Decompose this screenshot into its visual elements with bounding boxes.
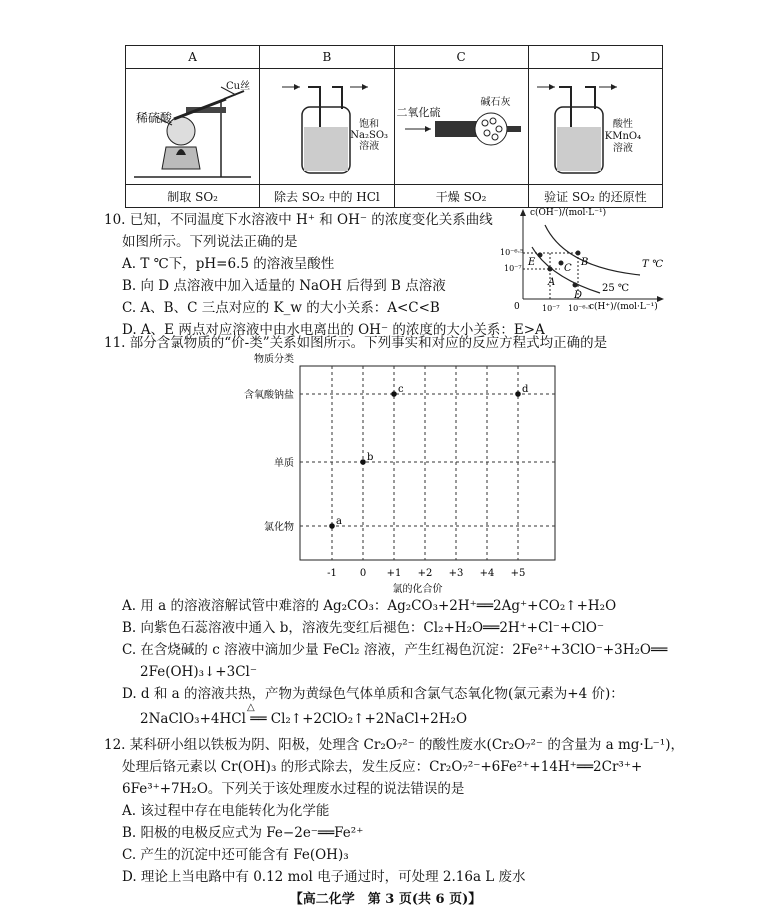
q11-option-d-equation: 2NaClO₃+4HCl ══ Cl₂↑+2ClO₂↑+2NaCl+2H₂O (140, 711, 468, 727)
caption-a: 制取 SO₂ (126, 185, 260, 208)
apparatus-c-cell (394, 69, 528, 185)
header-a: A (126, 46, 260, 69)
x-tick-2: 10⁻⁶·⁵ (568, 304, 592, 313)
q11-stem: 11. 部分含氯物质的“价-类”关系如图所示。下列事实和对应的反应方程式均正确的是 (104, 335, 608, 351)
apparatus-d-cell (528, 69, 662, 185)
soda-lime-label: 碱石灰 (480, 97, 511, 108)
q11-option-a: A. 用 a 的溶液溶解试管中难溶的 Ag₂CO₃：Ag₂CO₃+2H⁺══2Ag⁺+CO₂↑+H₂O (122, 598, 617, 614)
point-c (391, 391, 397, 397)
q12-line-3: 6Fe³⁺+7H₂O。下列关于该处理废水过程的说法错误的是 (122, 781, 465, 797)
point-a-label: A (548, 277, 556, 288)
curve-label-t: T ℃ (642, 259, 664, 270)
q10-option-a: A. T ℃下，pH=6.5 的溶液呈酸性 (122, 256, 335, 272)
x-tick-label: +3 (448, 568, 464, 579)
caption-d: 验证 SO₂ 的还原性 (528, 185, 662, 208)
caption-c: 干燥 SO₂ (394, 185, 528, 208)
cu-wire-label: Cu丝 (226, 81, 251, 92)
origin-label: 0 (514, 302, 520, 312)
point-b-label: B (581, 257, 589, 268)
y-tick-2: 10⁻⁷ (504, 264, 522, 273)
drying-tube-drawing (395, 69, 528, 181)
q10-option-b: B. 向 D 点溶液中加入适量的 NaOH 后得到 B 点溶液 (122, 278, 446, 294)
y-category-label: 氯化物 (264, 522, 294, 533)
point-c (559, 261, 564, 266)
heat-symbol: △ (247, 702, 255, 713)
b-solution-line2: Na₂SO₃ (350, 130, 389, 141)
y-category-label: 含氧酸钠盐 (244, 390, 294, 401)
x-tick-label: +5 (510, 568, 526, 579)
point-e-label: E (528, 257, 536, 268)
point-d-label: D (574, 290, 583, 301)
b-solution-line3: 溶液 (359, 141, 380, 152)
x-axis-title: 氯的化合价 (392, 584, 443, 595)
x-tick-label: +2 (417, 568, 433, 579)
q12-option-d: D. 理论上当电路中有 0.12 mol 电子通过时，可处理 2.16a L 废水 (122, 869, 526, 885)
q11-option-c: C. 在含烧碱的 c 溶液中滴加少量 FeCl₂ 溶液，产生红褐色沉淀：2Fe²⁺+3ClO⁻+3H₂O══ (122, 642, 668, 658)
apparatus-b-cell (260, 69, 394, 185)
y-axis-title: 物质分类 (254, 354, 294, 365)
point-b (576, 251, 581, 256)
point-label-c: c (398, 384, 404, 395)
q12-option-b: B. 阳极的电极反应式为 Fe−2e⁻══Fe²⁺ (122, 825, 364, 841)
acid-label: 稀硫酸 (136, 111, 173, 125)
x-tick-label: +4 (479, 568, 495, 579)
q12-option-c: C. 产生的沉淀中还可能含有 Fe(OH)₃ (122, 847, 349, 863)
q10-stem-2: 如图所示。下列说法正确的是 (122, 234, 298, 250)
caption-b: 除去 SO₂ 中的 HCl (260, 185, 394, 208)
x-tick-label: -1 (327, 568, 337, 579)
point-label-a: a (336, 516, 342, 527)
point-a (548, 267, 553, 272)
d-solution-line2: KMnO₄ (604, 131, 642, 142)
kw-curve-graph (490, 205, 690, 315)
header-b: B (260, 46, 394, 69)
point-a (329, 523, 335, 529)
q10-stem-1: 10. 已知，不同温度下水溶液中 H⁺ 和 OH⁻ 的浓度变化关系曲线 (104, 212, 493, 228)
apparatus-a-cell (126, 69, 260, 185)
x-tick-label: +1 (386, 568, 402, 579)
point-e (538, 253, 543, 258)
apparatus-table (125, 45, 663, 208)
y-axis-label: c(OH⁻)/(mol·L⁻¹) (530, 208, 607, 218)
x-tick-1: 10⁻⁷ (542, 304, 560, 313)
header-d: D (528, 46, 662, 69)
point-d (573, 283, 578, 288)
kmno4-bottle-drawing (529, 69, 662, 181)
q11-option-c-cont: 2Fe(OH)₃↓+3Cl⁻ (140, 664, 257, 680)
q11-option-d: D. d 和 a 的溶液共热，产物为黄绿色气体单质和含氯气态氧化物(氯元素为+4 价)： (122, 686, 624, 702)
q10-option-d: D. A、E 两点对应溶液中由水电离出的 OH⁻ 的浓度的大小关系：E>A (122, 322, 545, 338)
d-solution-line3: 溶液 (612, 143, 633, 154)
point-c-label: C (564, 263, 572, 274)
y-tick-1: 10⁻⁶·⁵ (500, 248, 524, 257)
q11-option-b: B. 向紫色石蕊溶液中通入 b，溶液先变红后褪色：Cl₂+H₂O══2H⁺+Cl⁻+ClO⁻ (122, 620, 605, 636)
page-footer: 【高二化学 第 3 页(共 6 页)】 (289, 892, 482, 907)
valence-class-chart (220, 352, 560, 598)
point-label-d: d (522, 384, 529, 395)
q12-line-1: 12. 某科研小组以铁板为阴、阳极，处理含 Cr₂O₇²⁻ 的酸性废水(Cr₂O₇²⁻ 的含量为 a mg·L⁻¹)， (104, 737, 684, 753)
q12-line-2: 处理后铬元素以 Cr(OH)₃ 的形式除去，发生反应：Cr₂O₇²⁻+6Fe²⁺+14H⁺══2Cr³⁺+ (122, 759, 643, 775)
q10-option-c: C. A、B、C 三点对应的 K_w 的大小关系：A<C<B (122, 300, 440, 316)
d-solution-line1: 酸性 (612, 119, 633, 130)
point-b (360, 459, 366, 465)
x-tick-label: 0 (359, 568, 367, 579)
header-c: C (394, 46, 528, 69)
b-solution-line1: 饱和 (359, 119, 380, 130)
q12-option-a: A. 该过程中存在电能转化为化学能 (122, 803, 330, 819)
y-category-label: 单质 (274, 458, 294, 469)
point-label-b: b (367, 452, 374, 463)
point-d (515, 391, 521, 397)
x-axis-label: c(H⁺)/(mol·L⁻¹) (589, 302, 658, 312)
curve-label-25: 25 ℃ (602, 283, 630, 294)
sulfur-dioxide-label: 二氧化硫 (396, 106, 441, 119)
